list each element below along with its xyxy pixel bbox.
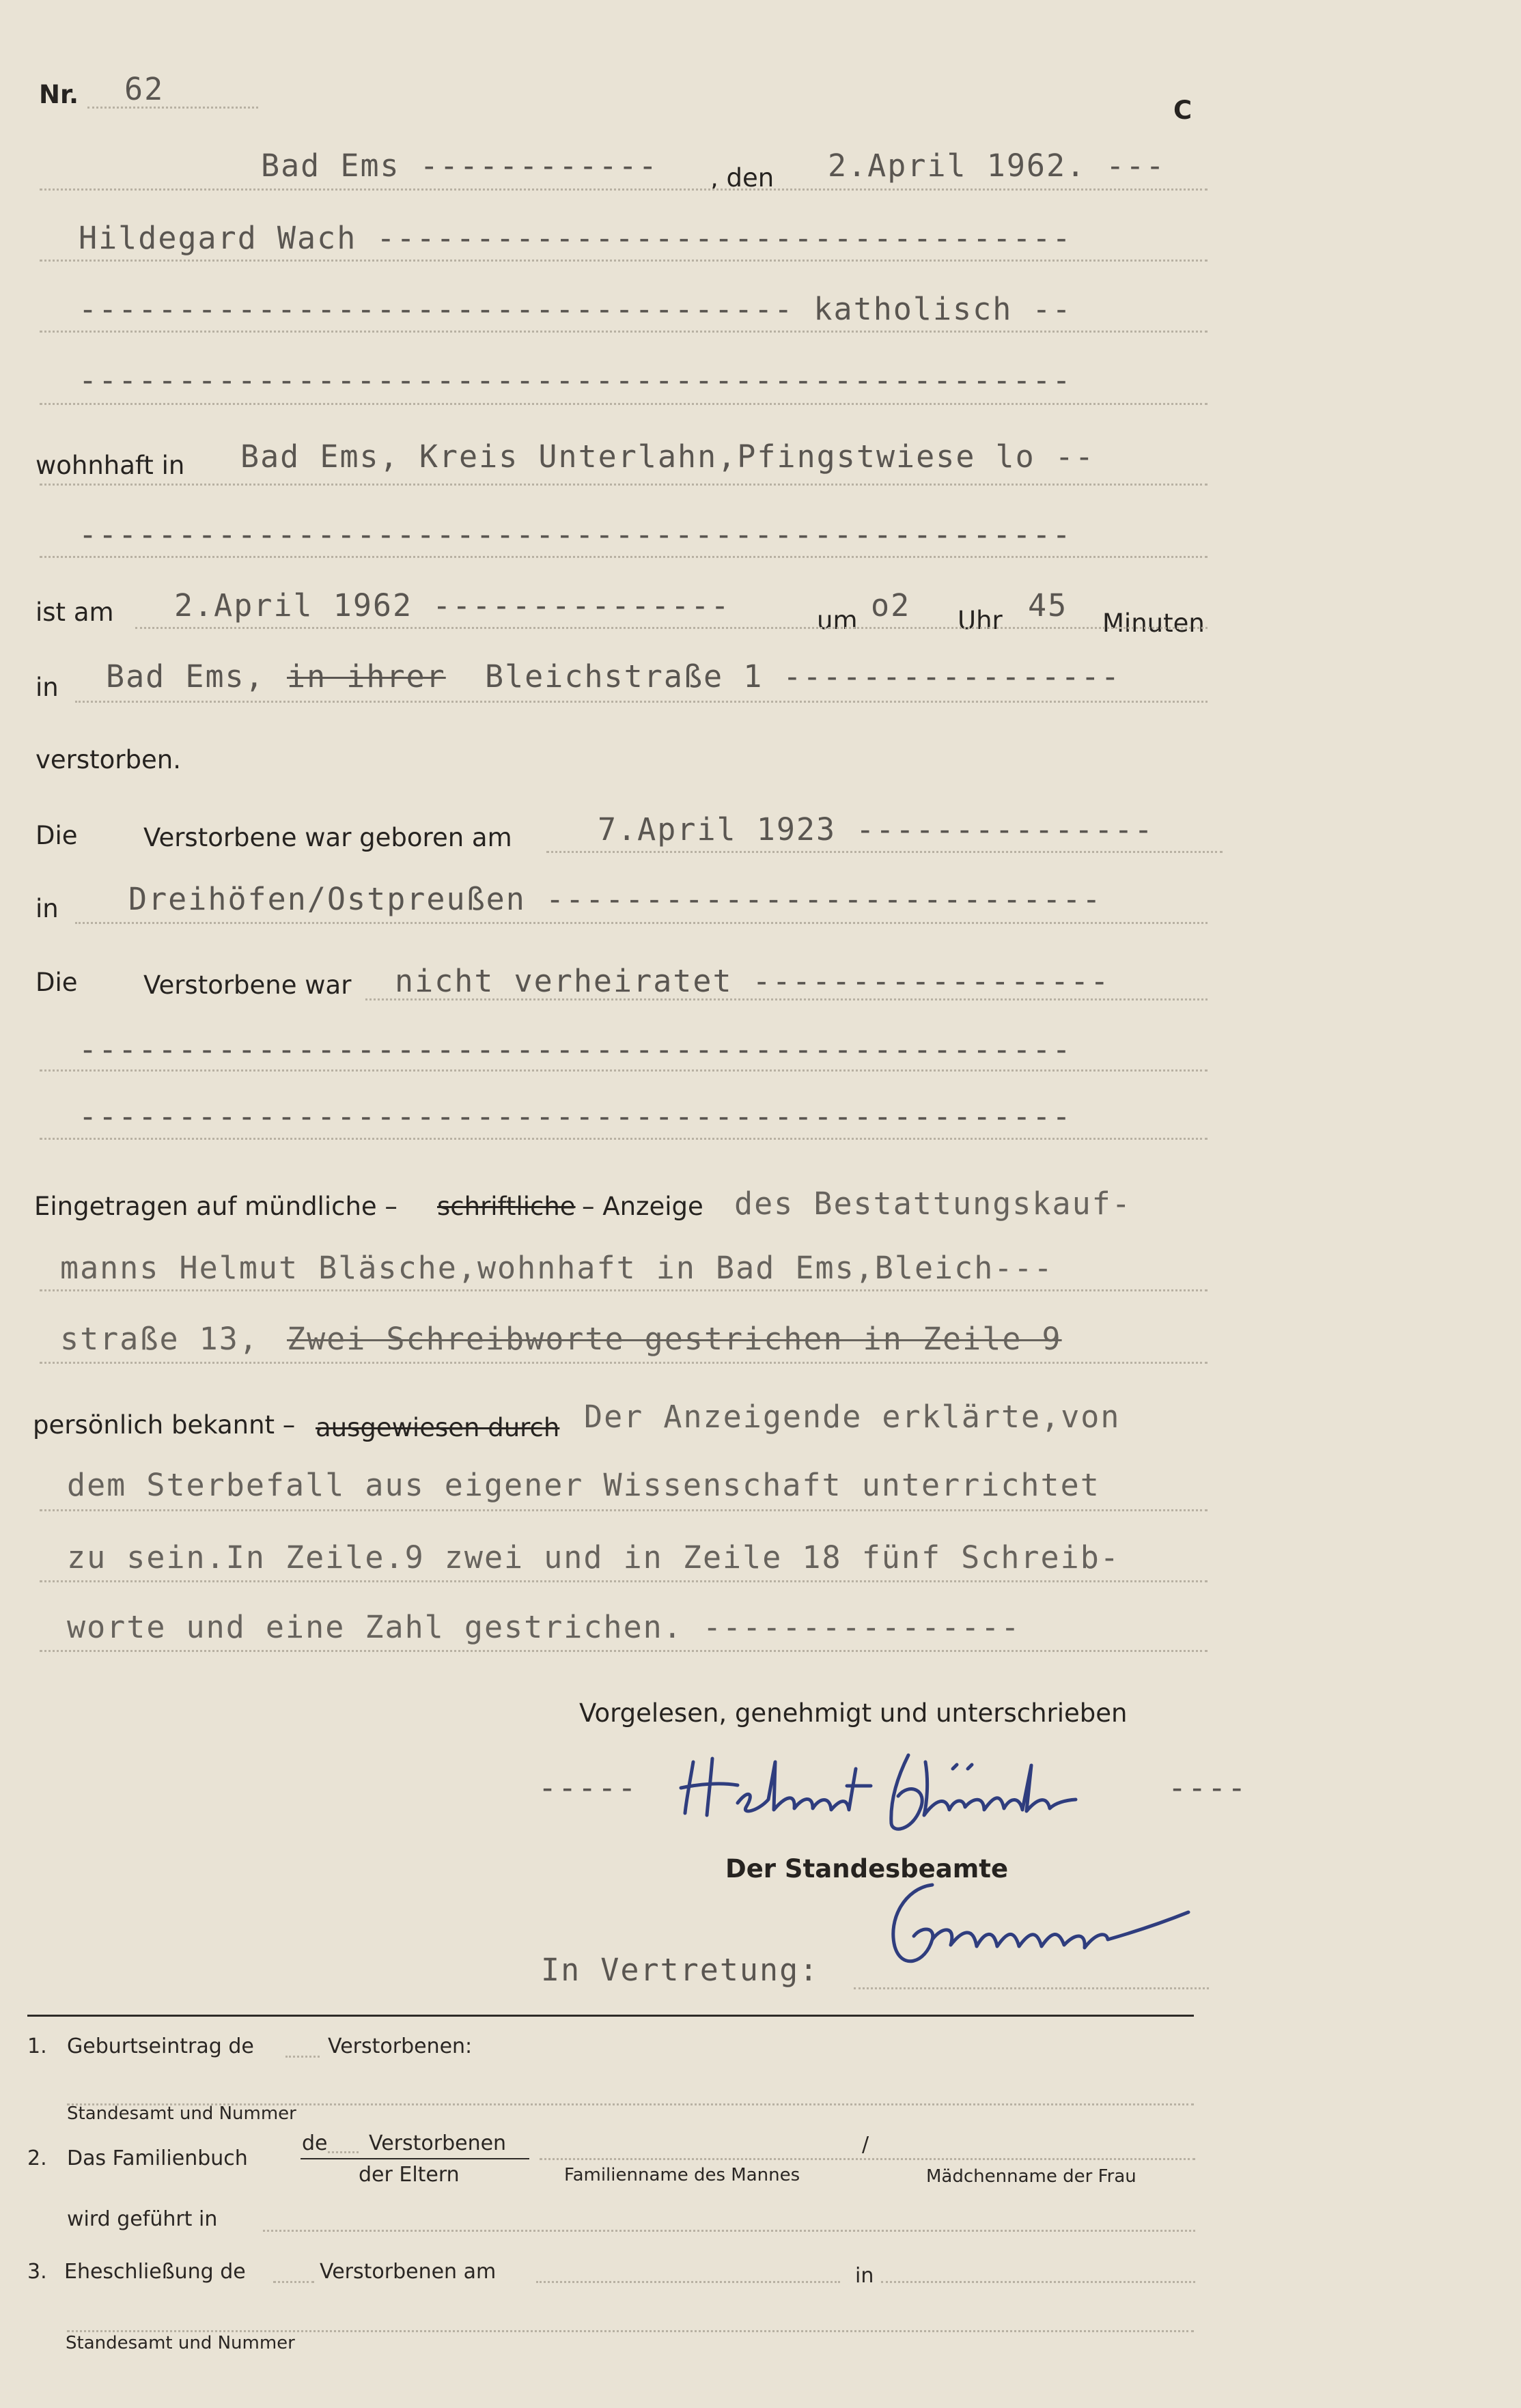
registration-place: Bad Ems ------------ xyxy=(261,148,658,184)
die-label: Die xyxy=(36,968,78,997)
dotline xyxy=(854,1987,1209,1989)
residence-cont: -------------------------------------------------- xyxy=(79,516,1072,552)
ist-am-label: ist am xyxy=(36,598,114,627)
minuten-label: Minuten xyxy=(1102,608,1205,638)
birth-in-label: in xyxy=(36,894,59,923)
nr-label: Nr. xyxy=(39,80,79,109)
dotline xyxy=(328,2151,359,2153)
dotline xyxy=(263,2230,1195,2232)
dotline xyxy=(546,851,1223,853)
informant-signature-text: Helmut Bläsche xyxy=(876,1830,920,1836)
death-hour: o2 xyxy=(871,587,911,624)
official-signature xyxy=(867,1871,1209,1987)
husband-surname-label: Familienname des Mannes xyxy=(564,2165,800,2185)
death-place-a: Bad Ems, xyxy=(106,658,265,695)
registration-text-1: des Bestattungskauf- xyxy=(734,1186,1132,1222)
footer-item-2-gefuehrt: wird geführt in xyxy=(67,2207,218,2231)
verstorben-label: verstorben. xyxy=(36,745,181,774)
dotline xyxy=(365,998,1208,1000)
wife-maiden-name-label: Mädchenname der Frau xyxy=(926,2166,1136,2187)
registration-text-3-struck: Zwei Schreibworte gestrichen in Zeile 9 xyxy=(287,1321,1062,1357)
signature-dash-right: ---- xyxy=(1168,1769,1248,1806)
deceased-name: Hildegard Wach ----------------------------------- xyxy=(79,220,1072,256)
born-label: Verstorbene war geboren am xyxy=(143,823,512,852)
residence-address: Bad Ems, Kreis Unterlahn,Pfingstwiese lo -- xyxy=(240,438,1095,475)
dotline xyxy=(40,331,1208,333)
dotline xyxy=(273,2281,314,2283)
footer-item-1-label: Geburtseintrag de xyxy=(67,2034,254,2058)
birth-place: Dreihöfen/Ostpreußen ---------------------------- xyxy=(128,881,1102,917)
fraction-line xyxy=(301,2158,529,2159)
marital-line-2: -------------------------------------------------- xyxy=(79,1098,1072,1134)
official-title: Der Standesbeamte xyxy=(725,1854,1009,1884)
death-minutes: 45 xyxy=(1028,587,1068,624)
registration-label-struck: schriftliche xyxy=(437,1192,576,1221)
section-letter: C xyxy=(1173,96,1192,125)
official-signature-text: Gemmer xyxy=(1026,1980,1050,1986)
dotline xyxy=(67,2330,1194,2332)
identity-text-4: worte und eine Zahl gestrichen. ---------------- xyxy=(67,1609,1021,1645)
dotline xyxy=(40,1289,1208,1291)
dotline xyxy=(40,484,1208,486)
religion: ------------------------------------ katholisch -- xyxy=(79,291,1072,327)
dotline xyxy=(40,1509,1208,1511)
dotline xyxy=(40,403,1208,405)
footer-item-3-label: Eheschließung de xyxy=(64,2260,246,2284)
registration-label-b: – Anzeige xyxy=(582,1192,703,1221)
read-approved-label: Vorgelesen, genehmigt und unterschrieben xyxy=(579,1698,1128,1728)
dotline xyxy=(40,1362,1208,1364)
footer-item-2-de: de xyxy=(302,2131,328,2155)
dotline xyxy=(285,2056,320,2058)
in-vertretung: In Vertretung: xyxy=(541,1952,820,1988)
footer-item-2-label: Das Familienbuch xyxy=(67,2146,248,2170)
marital-line-1: -------------------------------------------------- xyxy=(79,1031,1072,1067)
registration-label-a: Eingetragen auf mündliche – xyxy=(34,1192,397,1221)
signature-dash-left: ----- xyxy=(538,1769,638,1806)
footer-item-1-label-b: Verstorbenen: xyxy=(328,2034,473,2058)
uhr-label: Uhr xyxy=(958,606,1003,635)
identity-text-1: Der Anzeigende erklärte,von xyxy=(584,1399,1121,1435)
registration-text-2: manns Helmut Bläsche,wohnhaft in Bad Ems,Bleich--- xyxy=(60,1250,1054,1286)
official-signature-strokes xyxy=(893,1885,1188,1961)
dotline xyxy=(881,2281,1195,2283)
footer-item-3-in: in xyxy=(855,2264,874,2288)
den-label: , den xyxy=(710,163,775,193)
footer-item-2-number: 2. xyxy=(27,2146,47,2170)
dotline xyxy=(40,1069,1208,1072)
death-place-struck: in ihrer xyxy=(287,658,446,695)
footer-item-2-eltern: der Eltern xyxy=(359,2163,460,2187)
footer-item-3-number: 3. xyxy=(27,2260,47,2284)
wohnhaft-label: wohnhaft in xyxy=(36,451,185,480)
die-label: Die xyxy=(36,821,78,850)
death-date: 2.April 1962 --------------- xyxy=(174,587,731,624)
informant-signature-strokes xyxy=(681,1755,1076,1829)
dotline xyxy=(40,188,1208,191)
informant-signature xyxy=(673,1735,1124,1837)
dotline xyxy=(540,2158,1195,2160)
footer-divider xyxy=(27,2015,1194,2017)
footer-item-1-number: 1. xyxy=(27,2034,47,2058)
footer-item-2-verstorbenen: Verstorbenen xyxy=(369,2131,507,2155)
identity-text-3: zu sein.In Zeile.9 zwei und in Zeile 18 fünf Schreib- xyxy=(67,1539,1120,1576)
registration-text-3a: straße 13, xyxy=(60,1321,259,1357)
registration-date: 2.April 1962. --- xyxy=(828,148,1166,184)
in-label: in xyxy=(36,673,59,702)
marital-label: Verstorbene war xyxy=(143,970,352,1000)
record-number: 62 xyxy=(124,71,165,107)
identity-text-2: dem Sterbefall aus eigener Wissenschaft unterrichtet xyxy=(67,1467,1100,1503)
identity-label-struck: ausgewiesen durch xyxy=(316,1413,560,1442)
um-label: um xyxy=(817,606,858,635)
dotline xyxy=(135,627,1208,629)
dotline xyxy=(75,701,1208,703)
death-place-b: Bleichstraße 1 ----------------- xyxy=(485,658,1121,695)
standesamt-label-2: Standesamt und Nummer xyxy=(66,2333,295,2353)
dotline xyxy=(40,556,1208,558)
birth-date: 7.April 1923 --------------- xyxy=(598,811,1154,848)
dotline xyxy=(40,1138,1208,1140)
marital-status: nicht verheiratet ------------------ xyxy=(395,963,1111,999)
dotline xyxy=(40,1650,1208,1652)
footer-item-2-slash: / xyxy=(862,2133,869,2157)
dotline xyxy=(40,260,1208,262)
footer-item-3-label-b: Verstorbenen am xyxy=(320,2260,497,2284)
dotline xyxy=(75,922,1208,924)
identity-label: persönlich bekannt – xyxy=(33,1410,296,1440)
dotline xyxy=(536,2281,840,2283)
blank-line: -------------------------------------------------- xyxy=(79,362,1072,398)
standesamt-label: Standesamt und Nummer xyxy=(67,2103,296,2124)
nr-dotline xyxy=(87,107,258,109)
dotline xyxy=(40,1580,1208,1582)
